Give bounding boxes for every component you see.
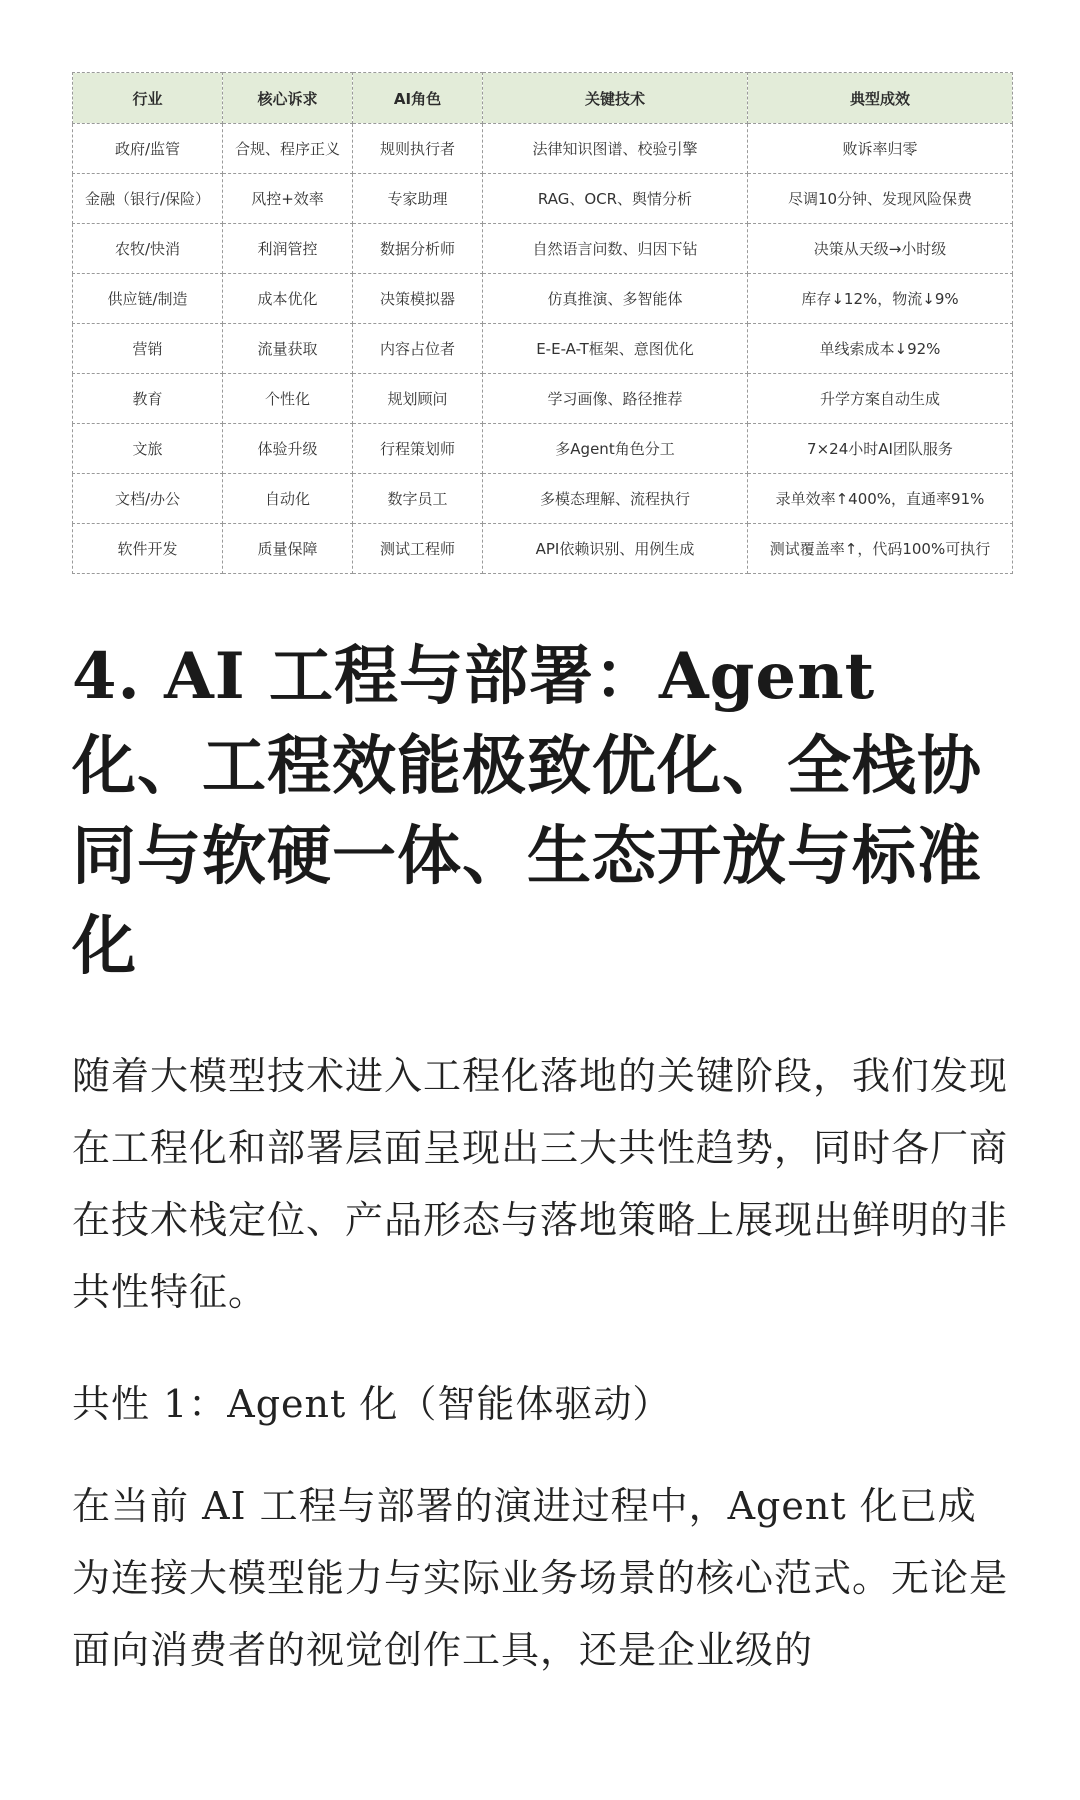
table-header-row — [73, 73, 1013, 124]
table-cell: 仿真推演、多智能体 — [483, 274, 748, 324]
table-row — [73, 224, 1013, 274]
table-cell: 农牧/快消 — [73, 224, 223, 274]
table-cell: 决策从天级→小时级 — [748, 224, 1013, 274]
table-cell: 测试覆盖率↑，代码100%可执行 — [748, 524, 1013, 574]
table-cell: 成本优化 — [223, 274, 353, 324]
table-row — [73, 124, 1013, 174]
table-cell: 流量获取 — [223, 324, 353, 374]
table-cell: 决策模拟器 — [353, 274, 483, 324]
table-row — [73, 424, 1013, 474]
table-cell: 质量保障 — [223, 524, 353, 574]
table-cell: 供应链/制造 — [73, 274, 223, 324]
table-cell: 多模态理解、流程执行 — [483, 474, 748, 524]
table-row — [73, 524, 1013, 574]
table-cell: 合规、程序正义 — [223, 124, 353, 174]
header-core-demand: 核心诉求 — [223, 73, 353, 124]
table-cell: 文档/办公 — [73, 474, 223, 524]
table-cell: 内容占位者 — [353, 324, 483, 374]
table-cell: 利润管控 — [223, 224, 353, 274]
table-cell: E-E-A-T框架、意图优化 — [483, 324, 748, 374]
table-cell: 数据分析师 — [353, 224, 483, 274]
table-cell: 多Agent角色分工 — [483, 424, 748, 474]
table-cell: 败诉率归零 — [748, 124, 1013, 174]
header-industry: 行业 — [73, 73, 223, 124]
header-ai-role: AI角色 — [353, 73, 483, 124]
industry-ai-table — [72, 72, 1013, 574]
table-cell: 行程策划师 — [353, 424, 483, 474]
table-cell: 规划顾问 — [353, 374, 483, 424]
table-cell: 库存↓12%，物流↓9% — [748, 274, 1013, 324]
table-row — [73, 274, 1013, 324]
table-row — [73, 324, 1013, 374]
table-cell: 单线索成本↓92% — [748, 324, 1013, 374]
table-cell: 数字员工 — [353, 474, 483, 524]
table-cell: 个性化 — [223, 374, 353, 424]
table-cell: 文旅 — [73, 424, 223, 474]
table-cell: 测试工程师 — [353, 524, 483, 574]
table-cell: 专家助理 — [353, 174, 483, 224]
table-cell: 学习画像、路径推荐 — [483, 374, 748, 424]
table-cell: 自动化 — [223, 474, 353, 524]
intro-paragraph: 随着大模型技术进入工程化落地的关键阶段，我们发现在工程化和部署层面呈现出三大共性趋势，同时各厂商在技术栈定位、产品形态与落地策略上展现出鲜明的非共性特征。 — [72, 1054, 1009, 1314]
table-cell: 政府/监管 — [73, 124, 223, 174]
table-cell: 软件开发 — [73, 524, 223, 574]
table-cell: 7×24小时AI团队服务 — [748, 424, 1013, 474]
table-cell: RAG、OCR、舆情分析 — [483, 174, 748, 224]
table-cell: 风控+效率 — [223, 174, 353, 224]
subheading-commonality-1: 共性 1：Agent 化（智能体驱动） — [72, 1382, 672, 1426]
table-cell: 规则执行者 — [353, 124, 483, 174]
header-key-tech: 关键技术 — [483, 73, 748, 124]
table-cell: API依赖识别、用例生成 — [483, 524, 748, 574]
table-cell: 法律知识图谱、校验引擎 — [483, 124, 748, 174]
table-cell: 教育 — [73, 374, 223, 424]
table-row — [73, 474, 1013, 524]
header-typical-outcome: 典型成效 — [748, 73, 1013, 124]
table-cell: 体验升级 — [223, 424, 353, 474]
section-heading: 4. AI 工程与部署：Agent 化、工程效能极致优化、全栈协同与软硬一体、生态开放与标准化 — [72, 639, 982, 984]
table-cell: 金融（银行/保险） — [73, 174, 223, 224]
table-cell: 尽调10分钟、发现风险保费 — [748, 174, 1013, 224]
table-cell: 升学方案自动生成 — [748, 374, 1013, 424]
table-cell: 录单效率↑400%，直通率91% — [748, 474, 1013, 524]
table-cell: 自然语言问数、归因下钻 — [483, 224, 748, 274]
table-row — [73, 374, 1013, 424]
table-cell: 营销 — [73, 324, 223, 374]
table-row — [73, 174, 1013, 224]
body-paragraph: 在当前 AI 工程与部署的演进过程中，Agent 化已成为连接大模型能力与实际业务场景的核心范式。无论是面向消费者的视觉创作工具，还是企业级的 — [72, 1484, 1009, 1672]
